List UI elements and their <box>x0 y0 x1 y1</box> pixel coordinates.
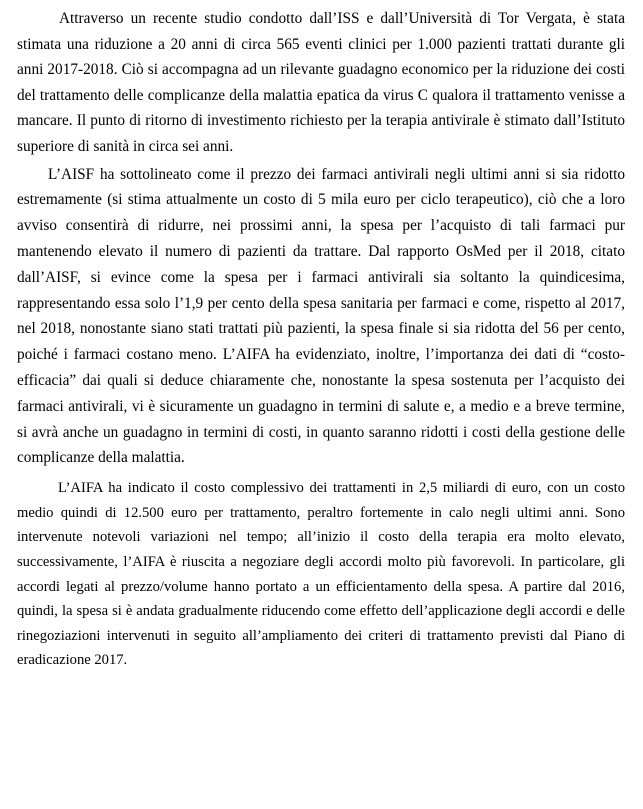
paragraph-aifa-treatment-cost: L’AIFA ha indicato il costo complessivo dei trattamenti in 2,5 miliardi di euro, con un costo medio quindi di 12.500 euro per trattamento, peraltro fortemente in calo negli ultimi anni. Sono intervenute notevoli variazioni nel tempo; all’inizio il costo della terapia era molto elevato, successivamente, l’AIFA è riuscita a negoziare degli accordi molto più favorevoli. In particolare, gli accordi legati al prezzo/volume hanno portato a un efficientamento della spesa. A partire dal 2016, quindi, la spesa si è andata gradualmente riducendo come effetto dell’applicazione degli accordi e delle rinegoziazioni intervenuti in seguito all’ampliamento dei criteri di trattamento previsti dal Piano di eradicazione 2017. <box>17 480 625 669</box>
paragraph-aisf-drug-prices: L’AISF ha sottolineato come il prezzo dei farmaci antivirali negli ultimi anni si sia ridotto estremamente (si stima attualmente un costo di 5 mila euro per ciclo terapeutico), ciò che a loro avviso consentirà di ridurre, nei prossimi anni, la spesa per l’acquisto di tali farmaci pur mantenendo elevato il numero di pazienti da trattare. Dal rapporto OsMed per il 2018, citato dall’AISF, si evince come la spesa per i farmaci antivirali sia soltanto la quindicesima, rappresentando essa solo l’1,9 per cento della spesa sanitaria per farmaci e come, rispetto al 2017, nel 2018, nonostante siano stati trattati più pazienti, la spesa finale si sia ridotta del 56 per cento, poiché i farmaci costano meno. L’AIFA ha evidenziato, inoltre, l’importanza dei dati di “costo-efficacia” dai quali si deduce chiaramente che, nonostante la spesa sostenuta per l’acquisto dei farmaci antivirali, vi è sicuramente un guadagno in termini di salute e, a medio e a breve termine, si avrà anche un guadagno in termini di costi, in quanto saranno ridotti i costi della gestione delle complicanze della malattia. <box>17 165 625 467</box>
paragraph-iss-study: Attraverso un recente studio condotto dall’ISS e dall’Università di Tor Vergata, è stata stimata una riduzione a 20 anni di circa 565 eventi clinici per 1.000 pazienti trattati durante gli anni 2017-2018. Ciò si accompagna ad un rilevante guadagno economico per la riduzione dei costi del trattamento delle complicanze della malattia epatica da virus C qualora il trattamento venisse a mancare. Il punto di ritorno di investimento richiesto per la terapia antivirale è stimato dall’Istituto superiore di sanità in circa sei anni. <box>17 10 625 155</box>
document-page <box>17 6 625 673</box>
